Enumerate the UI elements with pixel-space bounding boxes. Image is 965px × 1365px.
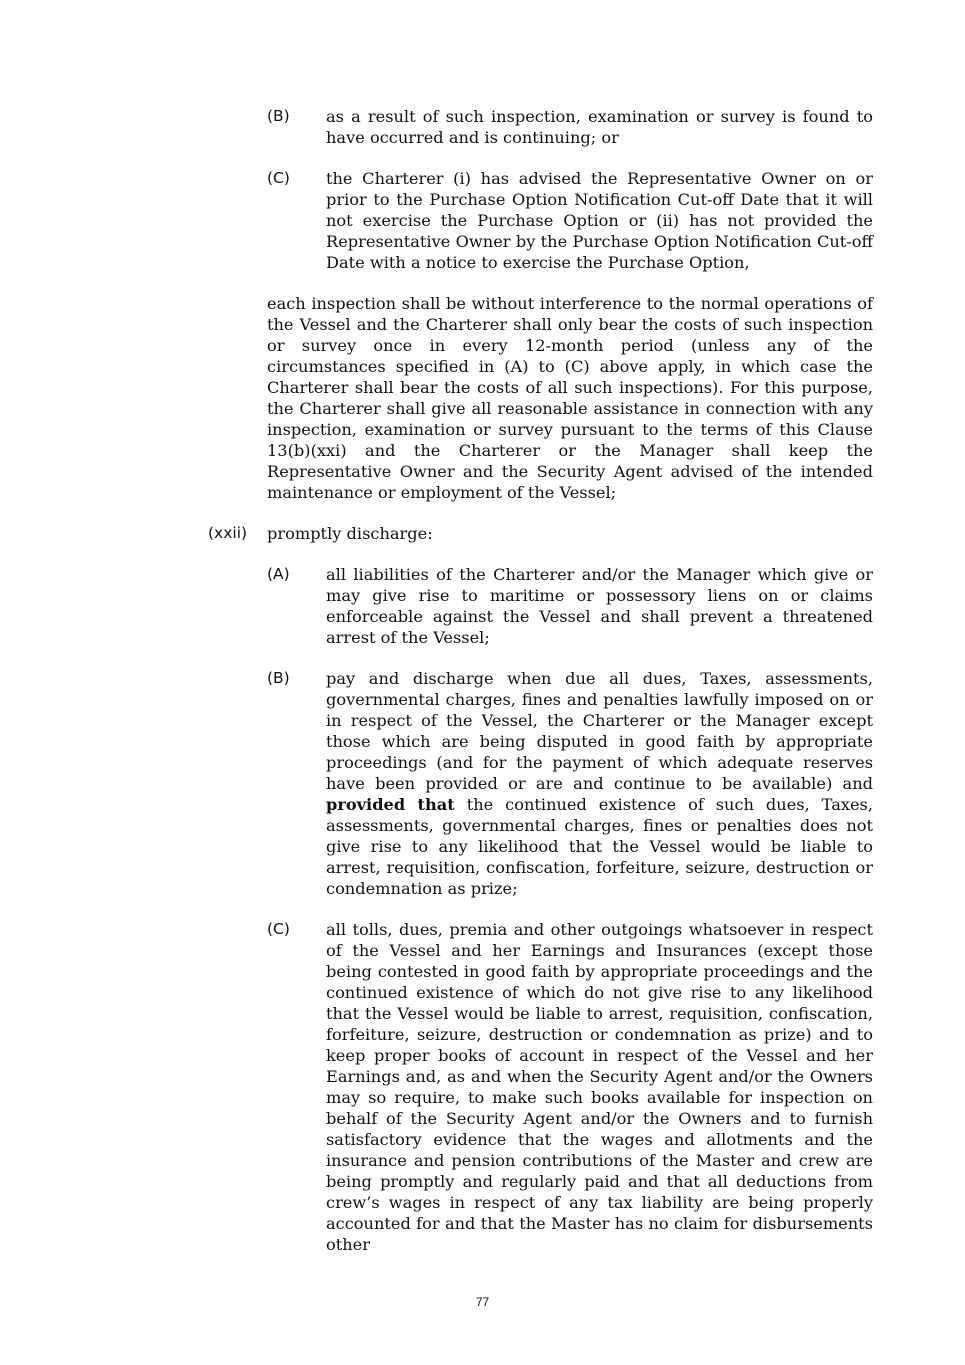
subitem-text-c: all tolls, dues, premia and other outgoings whatsoever in respect of the Vessel and her Earnings and Insurances (except those being contested in good faith by appropriate proceedings and the continued existence of which do not give rise to any likelihood that the Vessel would be liable to arrest, requisition, confiscation, forfeiture, seizure, destruction or condemnation as prize) and to keep proper books of account in respect of the Vessel and her Earnings and, as and when the Security Agent and/or the Owners may so require, to make such books available for inspection on behalf of the Security Agent and/or the Owners and to furnish satisfactory evidence that the wages and allotments and the insurance and pension contributions of the Master and crew are being promptly and regularly paid and that all deductions from crew’s wages in respect of any tax liability are being properly accounted for and that the Master has no claim for disbursements other: [326, 920, 873, 1254]
item-text-xxii: promptly discharge:: [267, 524, 433, 543]
page-number: 77: [475, 1295, 490, 1309]
item-label-c: (C): [267, 169, 290, 187]
subitem-label-b: (B): [267, 669, 290, 687]
item-label-b: (B): [267, 107, 290, 125]
subitem-text-b-part2: the continued existence of such dues, Taxes, assessments, governmental charges, fines or penalties does not give rise to any likelihood that the Vessel would be liable to arrest, requisition, confiscation, forfeiture, seizure, destruction or condemnation as prize;: [326, 795, 874, 898]
item-text-c: the Charterer (i) has advised the Representative Owner on or prior to the Purchase Option Notification Cut-off Date that it will not exercise the Purchase Option or (ii) has not provided the Representative Owner by the Purchase Option Notification Cut-off Date with a notice to exercise the Purchase Option,: [326, 169, 873, 272]
item-text-b: as a result of such inspection, examination or survey is found to have occurred and is continuing; or: [326, 107, 873, 147]
subitem-label-c: (C): [267, 920, 290, 938]
inspection-paragraph: each inspection shall be without interference to the normal operations of the Vessel and the Charterer shall only bear the costs of such inspection or survey once in every 12-month period (unless any of the circumstances specified in (A) to (C) above apply, in which case the Charterer shall bear the costs of all such inspections). For this purpose, the Charterer shall give all reasonable assistance in connection with any inspection, examination or survey pursuant to the terms of this Clause 13(b)(xxi) and the Charterer or the Manager shall keep the Representative Owner and the Security Agent advised of the intended maintenance or employment of the Vessel;: [267, 294, 873, 502]
subitem-text-b-part1: pay and discharge when due all dues, Taxes, assessments, governmental charges, fines and penalties lawfully imposed on or in respect of the Vessel, the Charterer or the Manager except those which are being disputed in good faith by appropriate proceedings (and for the payment of which adequate reserves have been provided or are and continue to be available) and: [326, 669, 873, 793]
subitem-text-a: all liabilities of the Charterer and/or the Manager which give or may give rise to maritime or possessory liens on or claims enforceable against the Vessel and shall prevent a threatened arrest of the Vessel;: [326, 565, 873, 647]
provided-that-emphasis: provided that: [326, 795, 455, 814]
subitem-text-b: [326, 668, 873, 899]
subitem-label-a: (A): [267, 565, 290, 583]
item-label-xxii: (xxii): [208, 524, 248, 542]
